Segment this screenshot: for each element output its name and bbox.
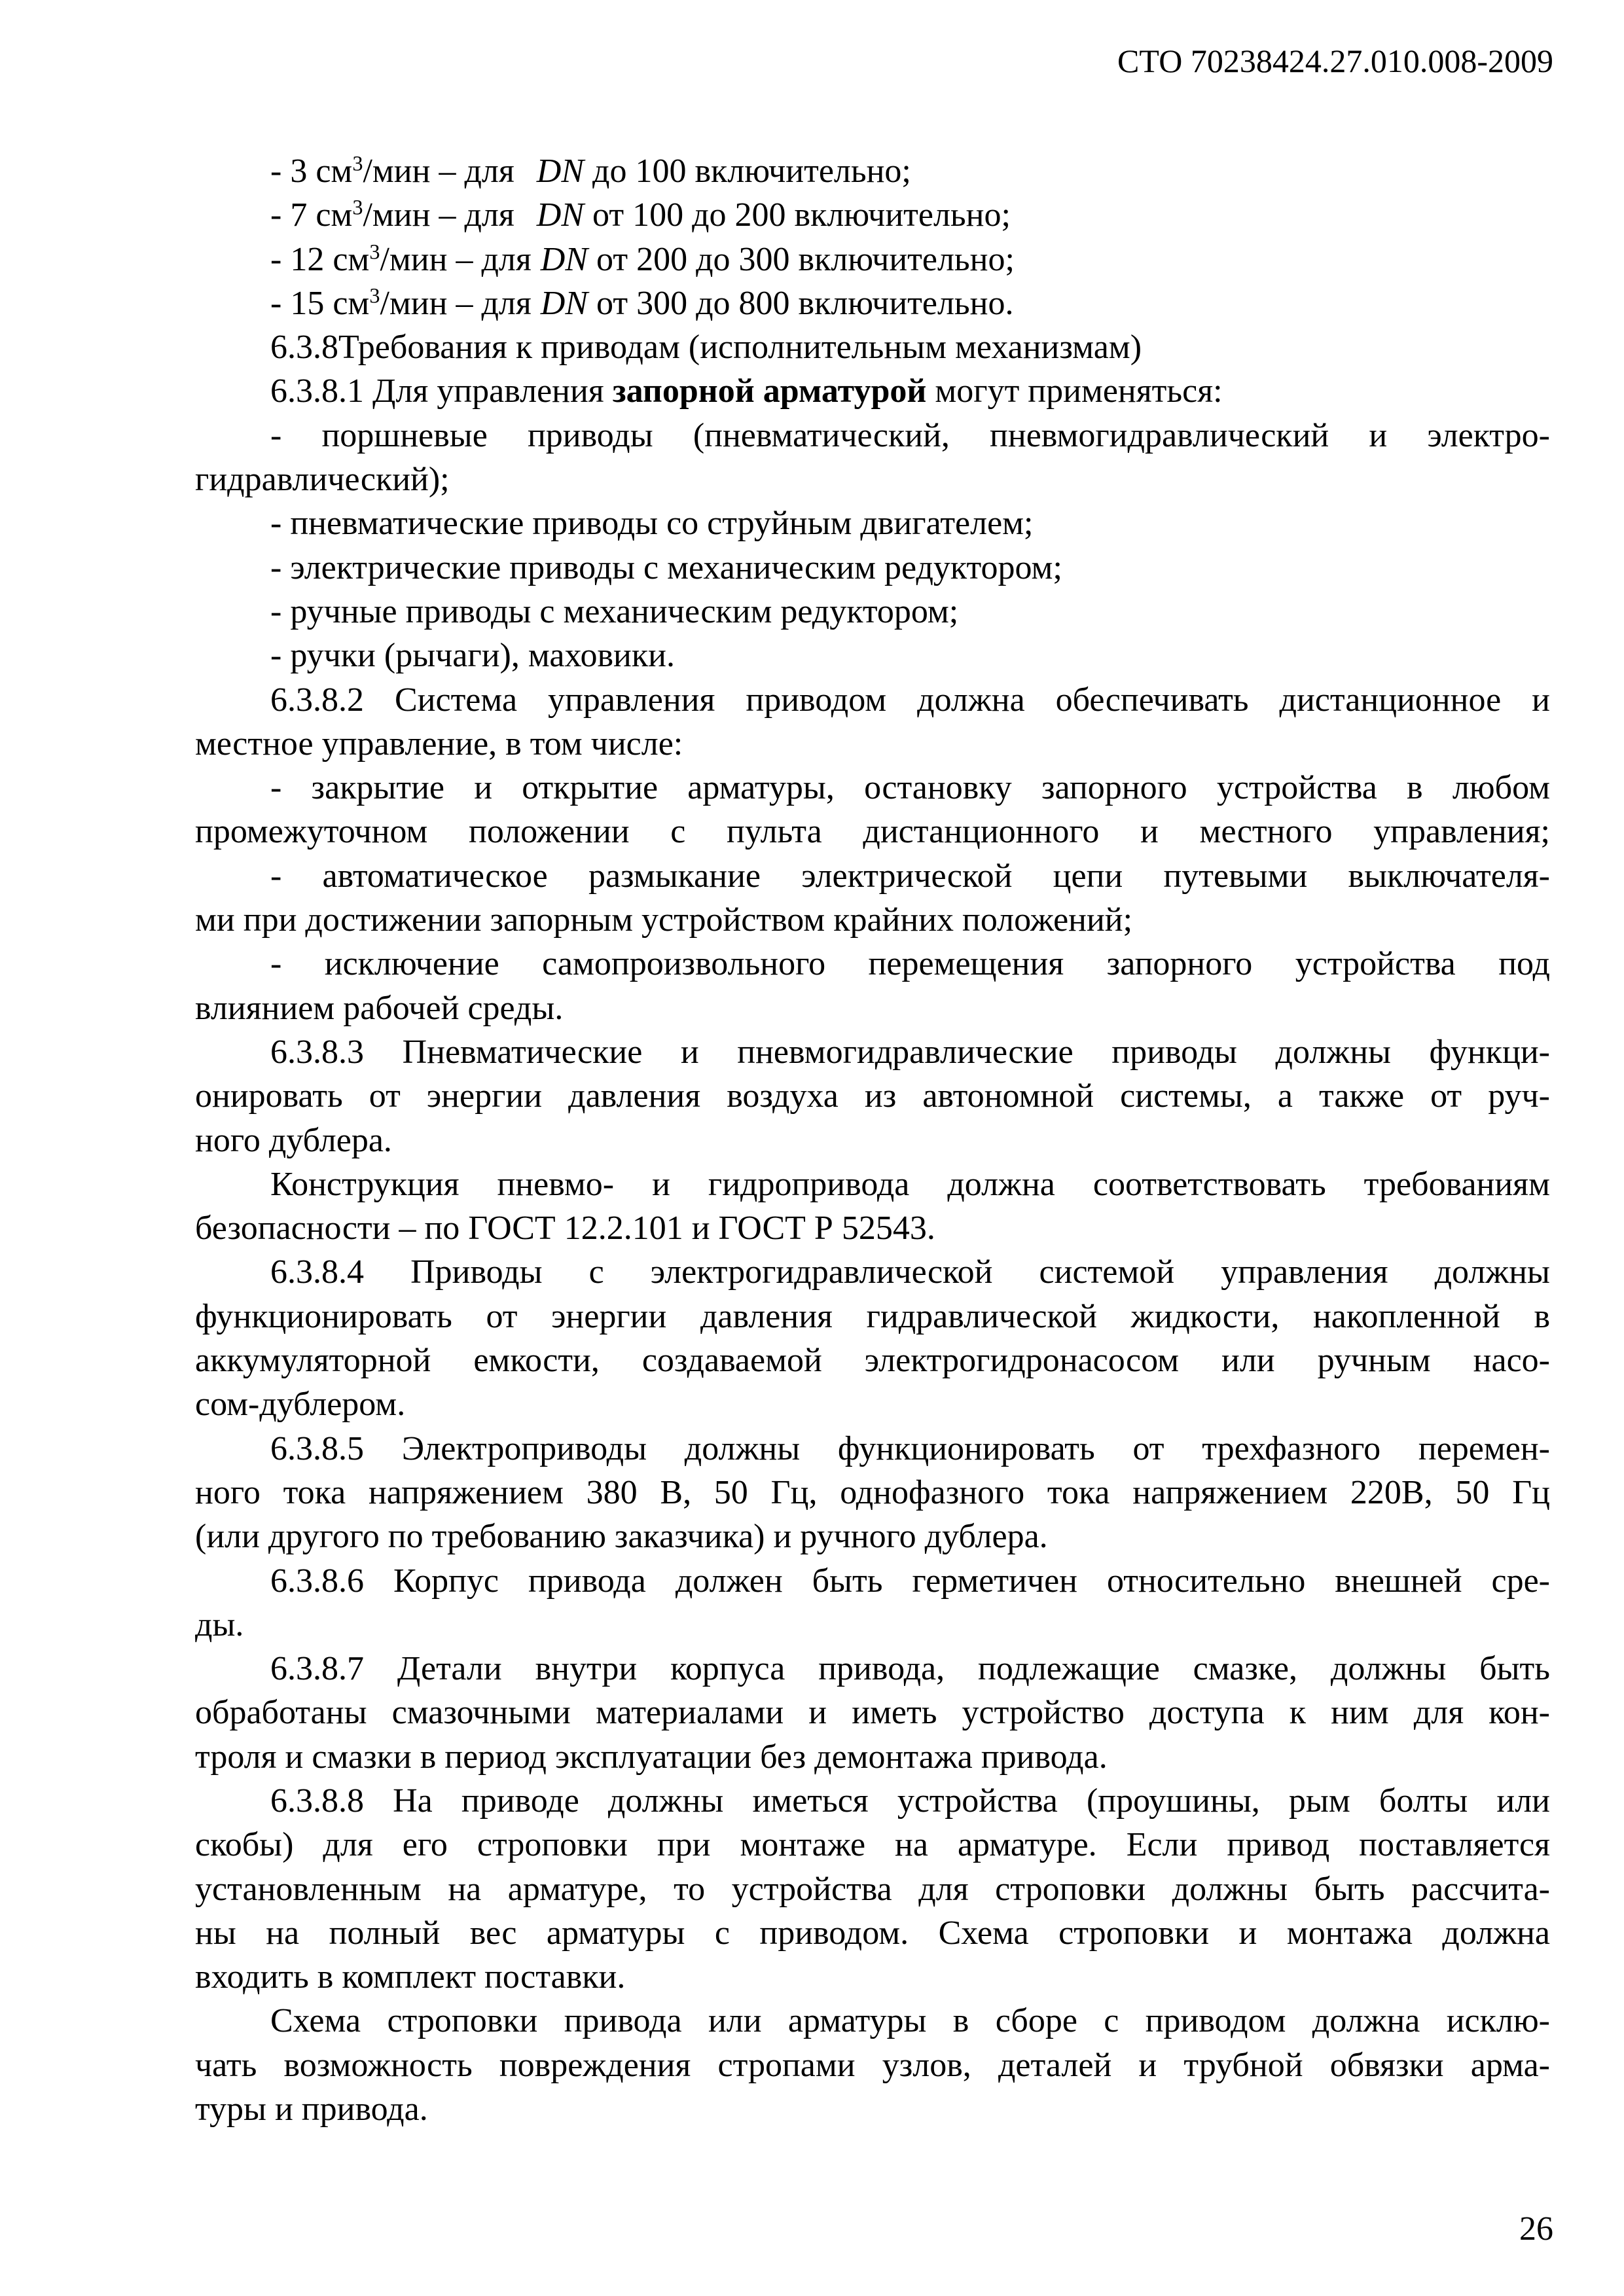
paragraph-line: безопасности – по ГОСТ 12.2.101 и ГОСТ Р 52543. <box>195 1210 935 1247</box>
page-number: 26 <box>1519 2210 1553 2248</box>
list-item-continuation: гидравлический); <box>195 461 450 499</box>
paragraph-line: 6.3.8.2 Система управления приводом должна обеспечивать дистанционное и <box>270 681 1550 719</box>
bold-term: запорной арматурой <box>612 372 927 410</box>
paragraph-line: ного дублера. <box>195 1121 392 1159</box>
paragraph-line: 6.3.8.1 Для управления запорной арматурой могут применяться: <box>270 372 1223 410</box>
paragraph-line: троля и смазки в период эксплуатации без демонтажа привода. <box>195 1738 1108 1776</box>
paragraph-line: установленным на арматуре, то устройства для строповки должны быть рассчита- <box>195 1870 1550 1908</box>
paragraph-line: ного тока напряжением 380 В, 50 Гц, однофазного тока напряжением 220В, 50 Гц <box>195 1473 1550 1511</box>
paragraph-line: 6.3.8.6 Корпус привода должен быть герметичен относительно внешней сре- <box>270 1562 1550 1600</box>
paragraph-line: 6.3.8.5 Электроприводы должны функционировать от трехфазного перемен- <box>270 1429 1550 1467</box>
list-item-continuation: промежуточном положении с пульта дистанционного и местного управления; <box>195 813 1550 851</box>
paragraph-line: 6.3.8.3 Пневматические и пневмогидравлические приводы должны функци- <box>270 1033 1550 1071</box>
list-item-continuation: ми при достижении запорным устройством крайних положений; <box>195 901 1133 939</box>
list-item: - ручные приводы с механическим редуктором; <box>270 592 959 630</box>
paragraph-line: скобы) для его строповки при монтаже на арматуре. Если привод поставляется <box>195 1826 1550 1864</box>
paragraph-line: ды. <box>195 1605 244 1643</box>
paragraph-line: (или другого по требованию заказчика) и ручного дублера. <box>195 1518 1048 1556</box>
paragraph-line: Конструкция пневмо- и гидропривода должна соответствовать требованиям <box>270 1165 1550 1203</box>
paragraph-line: Схема строповки привода или арматуры в сборе с приводом должна исклю- <box>270 2002 1550 2040</box>
list-item: - 7 $см^3$/мин – для DN от 100 до 200 включительно; <box>270 195 1011 234</box>
list-item: - закрытие и открытие арматуры, остановку запорного устройства в любом <box>270 769 1550 807</box>
paragraph-line: 6.3.8.8 На приводе должны иметься устройства (проушины, рым болты или <box>270 1782 1550 1820</box>
list-item: - автоматическое размыкание электрической цепи путевыми выключателя- <box>270 857 1550 895</box>
paragraph-line: чать возможность повреждения стропами узлов, деталей и трубной обвязки арма- <box>195 2046 1550 2084</box>
list-item: - поршневые приводы (пневматический, пневмогидравлический и электро- <box>270 416 1550 454</box>
paragraph-line: аккумуляторной емкости, создаваемой электрогидронасосом или ручным насо- <box>195 1342 1550 1380</box>
list-item: - ручки (рычаги), маховики. <box>270 637 675 675</box>
list-item: - электрические приводы с механическим редуктором; <box>270 548 1062 586</box>
paragraph-line: функционировать от энергии давления гидравлической жидкости, накопленной в <box>195 1297 1550 1335</box>
paragraph-line: 6.3.8.4 Приводы с электрогидравлической системой управления должны <box>270 1253 1550 1291</box>
list-item: - исключение самопроизвольного перемещения запорного устройства под <box>270 945 1550 983</box>
list-item: - 15 $см^3$/мин – для DN от 300 до 800 включительно. <box>270 283 1014 322</box>
list-item: - пневматические приводы со струйным двигателем; <box>270 505 1034 543</box>
list-item-continuation: влиянием рабочей среды. <box>195 989 564 1027</box>
paragraph-line: обработаны смазочными материалами и иметь устройство доступа к ним для кон- <box>195 1694 1550 1732</box>
list-item: - 12 $см^3$/мин – для DN от 200 до 300 включительно; <box>270 239 1015 278</box>
paragraph-line: туры и привода. <box>195 2090 428 2128</box>
paragraph-line: 6.3.8.7 Детали внутри корпуса привода, подлежащие смазке, должны быть <box>270 1650 1550 1688</box>
section-heading: 6.3.8Требования к приводам (исполнительным механизмам) <box>270 329 1142 367</box>
paragraph-line: сом-дублером. <box>195 1386 406 1424</box>
paragraph-line: входить в комплект поставки. <box>195 1958 626 1996</box>
paragraph-line: онировать от энергии давления воздуха из автономной системы, а также от руч- <box>195 1077 1550 1115</box>
paragraph-line: местное управление, в том числе: <box>195 725 683 762</box>
page-body <box>195 149 1550 2131</box>
list-item: - 3 $см^3$/мин – для DN до 100 включительно; <box>270 151 911 190</box>
paragraph-line: ны на полный вес арматуры с приводом. Схема строповки и монтажа должна <box>195 1914 1550 1952</box>
document-code-header: СТО 70238424.27.010.008-2009 <box>1117 43 1553 79</box>
